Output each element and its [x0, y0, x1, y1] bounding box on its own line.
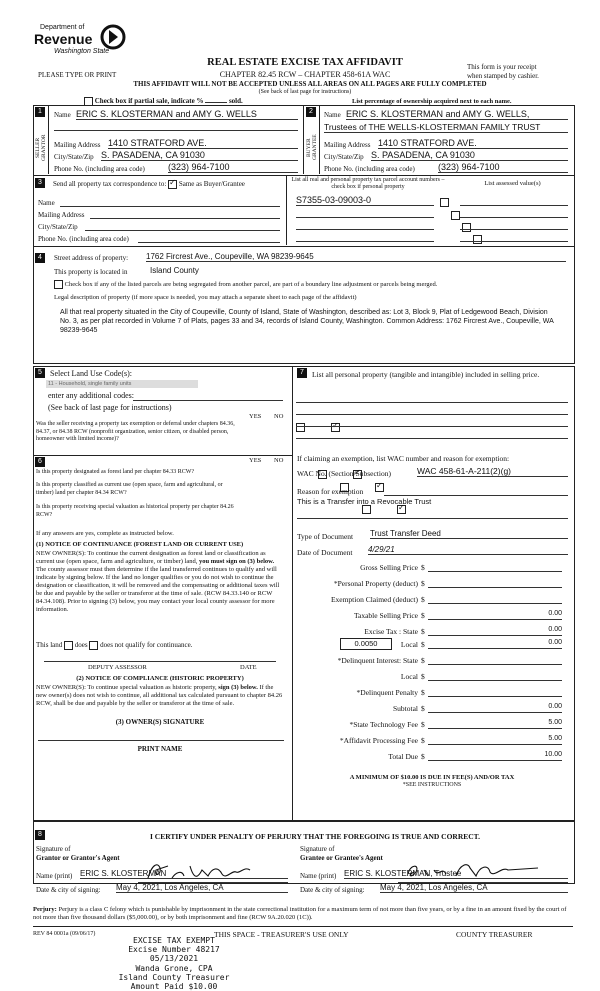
section-5-number: 5 — [35, 368, 45, 378]
parcel-field-4[interactable] — [296, 241, 434, 242]
buyer-grantee-label: BUYER GRANTEE — [306, 134, 318, 161]
grantor-date-field[interactable]: May 4, 2021, Los Angeles, CA — [116, 883, 288, 893]
grantor-sig-label1: Signature of — [36, 845, 71, 853]
seller-phone-field[interactable]: (323) 964-7100 — [168, 162, 298, 173]
parties-divider — [303, 105, 304, 174]
sec1-side-divider — [48, 106, 49, 174]
tax-line-value[interactable] — [428, 671, 562, 681]
section-1-number: 1 — [35, 107, 45, 117]
does-qualify-checkbox[interactable] — [64, 641, 73, 650]
footer-divider — [33, 926, 573, 927]
notice1-text-a: NEW OWNER(S): To continue the current designation as forest land or classification as current use (open space, farm and agriculture, or timber) land, — [36, 550, 266, 565]
legal-label: Legal description of property (if more space is needed, you may attach a separate sheet to each page of the affidavit) — [54, 294, 357, 301]
parcel-4-personal-checkbox[interactable] — [473, 235, 482, 244]
print-name-label: PRINT NAME — [137, 745, 183, 753]
tax-line-value[interactable] — [428, 578, 562, 588]
dollar-sign: $ — [421, 752, 425, 761]
tax-line-label: *Personal Property (deduct) — [333, 579, 418, 588]
doc-date-label: Date of Document — [297, 548, 353, 557]
tax-line-label: Total Due — [388, 752, 418, 761]
additional-codes-label: enter any additional codes: — [48, 391, 134, 400]
sec5-see-back: (See back of last page for instructions) — [48, 403, 172, 412]
see-back-note: (See back of last page for instructions) — [258, 89, 352, 95]
land-use-select[interactable]: 11 - Household, single family units — [46, 380, 198, 388]
tax-line-label: *Delinquent Interest: State — [337, 656, 418, 665]
buyer-name-line2[interactable]: Trustees of THE WELLS-KLOSTERMAN FAMILY TRUST — [324, 122, 568, 133]
tax-line-value[interactable] — [428, 562, 562, 572]
tax-line-value[interactable]: 0.00 — [428, 626, 562, 636]
grantor-name-print-label: Name (print) — [36, 872, 73, 880]
tax-line-label: Subtotal — [392, 704, 418, 713]
reason-field[interactable]: This is a Transfer into a Revocable Trust — [297, 497, 432, 506]
section-3-number: 3 — [35, 178, 45, 188]
tax-line-value[interactable] — [428, 655, 562, 665]
segregated-row — [54, 280, 437, 289]
personal-property-line2[interactable] — [296, 414, 568, 415]
grantee-sig-label — [300, 845, 383, 863]
stamp-line: 05/13/2021 — [149, 954, 199, 964]
exemption-label: If claiming an exemption, list WAC number and reason for exemption: — [297, 454, 510, 463]
treasurer-space-label: THIS SPACE - TREASURER'S USE ONLY — [214, 930, 349, 939]
see-instructions-note: *SEE INSTRUCTIONS — [402, 782, 462, 788]
buyer-name-field[interactable]: ERIC S. KLOSTERMAN and AMY G. WELLS, — [346, 109, 568, 120]
parcel-header: List all real and personal property tax parcel account numbers – check box if personal property — [291, 177, 445, 190]
does-not-label: does not — [100, 641, 124, 650]
parcel-2-personal-checkbox[interactable] — [451, 211, 460, 220]
owner-signature-label: (3) OWNER(S) SIGNATURE — [115, 718, 205, 726]
continuance-row — [36, 641, 192, 650]
county-field[interactable]: Island County — [150, 266, 199, 275]
dollar-sign: $ — [421, 720, 425, 729]
seller-city-label: City/State/Zip — [54, 153, 94, 161]
tax-line-label: Taxable Selling Price — [353, 611, 418, 620]
personal-property-line4[interactable] — [296, 438, 568, 439]
sec5-yes-header: YES — [249, 413, 262, 420]
dollar-sign: $ — [421, 688, 425, 697]
sold-label: sold. — [228, 97, 243, 106]
notice2-text-a: NEW OWNER(S): To continue special valuation as historic property, — [36, 684, 217, 691]
if-yes-note: If any answers are yes, complete as instructed below. — [36, 530, 174, 537]
dollar-sign: $ — [421, 704, 425, 713]
section-2-number: 2 — [306, 107, 316, 117]
certify-statement: I CERTIFY UNDER PENALTY OF PERJURY THAT THE FOREGOING IS TRUE AND CORRECT. — [149, 832, 480, 841]
notice1-text-bold: you must sign on (3) below. — [198, 558, 275, 565]
send-correspondence-row — [53, 180, 245, 189]
seller-name-label: Name — [54, 111, 71, 119]
tax-line-label: Exemption Claimed (deduct) — [330, 595, 418, 604]
perjury-statement — [33, 906, 573, 922]
sec6-q3: Is this property receiving special valuation as historical property per chapter 84.26 RCW? — [36, 504, 234, 518]
pct-list-note: List percentage of ownership acquired next to each name. — [352, 98, 512, 105]
segregated-checkbox[interactable] — [54, 280, 63, 289]
tax-line-value[interactable]: 0.00 — [428, 703, 562, 713]
wac-field[interactable]: WAC 458-61-A-211(2)(g) — [417, 466, 568, 477]
sec3-phone-label: Phone No. (including area code) — [38, 235, 129, 243]
send-correspondence-label: Send all property tax correspondence to: — [53, 180, 167, 189]
notice1-title: (1) NOTICE OF CONTINUANCE (FOREST LAND OR CURRENT USE) — [36, 541, 244, 548]
deputy-date-label: DATE — [240, 664, 257, 671]
sec3-addr-label: Mailing Address — [38, 211, 85, 219]
notice1-text-b: The county assessor must then determine if the land transferred continues to qualify and will indicate by signing below. If the land no longer qualifies or you do not wish to continue the designation or classification, it will be removed and the compensating or additional taxes will be due and payable by the seller or transferor at the time of sale. (RCW 84.33.140 or RCW 84.34.108). Prior to signing (3) below, you may contact your local county assessor for more information. — [36, 566, 280, 613]
buyer-city-label: City/State/Zip — [324, 153, 364, 161]
sec3-name-label: Name — [38, 199, 55, 207]
dollar-sign: $ — [421, 611, 425, 620]
logo-line2: Revenue — [34, 31, 93, 47]
tax-line-value[interactable] — [428, 594, 562, 604]
legal-description[interactable]: All that real property situated in the City of Coupeville, County of Island, State of Washington, described as: Lot 3, Block 9, Plat of Ledgewood Beach, Division No. 3, as per plat recorded in Volume 7 of Plats, pages 33 and 34, records of Island County, Washington. Common Address: 1762 Fircrest Ave., Coupeville, WA 98239-9645 — [60, 309, 554, 334]
seller-grantor-label: SELLER GRANTOR — [35, 134, 47, 161]
partial-sale-label: Check box if partial sale, indicate % — [94, 97, 204, 106]
sec6-yes-header: YES — [249, 457, 262, 464]
buyer-city-field[interactable]: S. PASADENA, CA 91030 — [371, 150, 568, 161]
form-warning: THIS AFFIDAVIT WILL NOT BE ACCEPTED UNLESS ALL AREAS ON ALL PAGES ARE FULLY COMPLETED — [133, 80, 487, 88]
wac-label: WAC No. (Section/Subsection) — [297, 469, 391, 478]
notice2-text-b: If the new owner(s) does not wish to continue, all additional tax calculated pursuant to chapter 84.26 RCW, shall be due and payable by the seller or transferor at the time of sale. — [36, 684, 283, 707]
notice1-text — [36, 550, 284, 614]
stamp-line: Excise Number 48217 — [128, 945, 220, 955]
personal-property-label: List all personal property (tangible and intangible) included in selling price. — [312, 370, 540, 379]
section-4-number: 4 — [35, 253, 45, 263]
sec3-phone-field[interactable] — [138, 242, 280, 243]
land-use-label: Select Land Use Code(s): — [50, 369, 132, 378]
tax-line-label: *Delinquent Penalty — [356, 688, 418, 697]
parcel-3-personal-checkbox[interactable] — [462, 223, 471, 232]
seller-name-line2[interactable] — [54, 129, 298, 131]
assessed-field-1[interactable] — [460, 205, 568, 206]
same-as-buyer-checkbox[interactable] — [168, 180, 177, 189]
excise-exempt-stamp — [104, 936, 244, 991]
sec5-q1: Was the seller receiving a property tax exemption or deferral under chapters 84.36, 84.37, or 84.38 RCW (nonprofit organization, senior citizen, or disabled person, homeowner with limited income)? — [36, 421, 235, 442]
sec6-q1: Is this property designated as forest land per chapter 84.33 RCW? — [36, 469, 195, 475]
deputy-assessor-line[interactable] — [44, 661, 276, 662]
street-field[interactable]: 1762 Fircrest Ave., Coupeville, WA 98239-9645 — [146, 252, 566, 262]
doc-type-label: Type of Document — [297, 532, 354, 541]
stamp-line: Island County Treasurer — [118, 972, 230, 982]
grantee-sig-label1: Signature of — [300, 845, 335, 853]
seller-name-field[interactable]: ERIC S. KLOSTERMAN and AMY G. WELLS — [76, 109, 298, 120]
section-8-number: 8 — [35, 830, 45, 840]
street-label: Street address of property: — [54, 254, 129, 262]
does-label: does — [74, 641, 88, 650]
seller-addr-field[interactable]: 1410 STRATFORD AVE. — [108, 138, 298, 149]
buyer-phone-field[interactable]: (323) 964-7100 — [438, 162, 568, 173]
doc-type-field[interactable]: Trust Transfer Deed — [370, 529, 568, 539]
buyer-name-label: Name — [324, 111, 341, 119]
seller-city-field[interactable]: S. PASADENA, CA 91030 — [101, 150, 298, 161]
section-7-number: 7 — [297, 368, 307, 378]
dollar-sign: $ — [421, 656, 425, 665]
sec3-addr-field[interactable] — [90, 218, 280, 219]
local-rate-field[interactable]: 0.0050 — [340, 638, 392, 650]
segregated-label: Check box if any of the listed parcels are being segregated from another parcel, are part of a boundary line adjustment or parcels being merged. — [64, 280, 438, 288]
doc-date-field[interactable]: 4/29/21 — [368, 545, 568, 555]
reason-label: Reason for exemption — [297, 487, 364, 496]
grantee-name-print-label: Name (print) — [300, 872, 337, 880]
reason-line2[interactable] — [297, 518, 568, 519]
stamp-line: Wanda Grone, CPA — [135, 963, 213, 973]
section-6-number: 6 — [35, 457, 45, 467]
rev-number: REV 84 0001a (09/06/17) — [33, 931, 96, 937]
grantor-sig-label2: Grantor or Grantor's Agent — [36, 854, 120, 862]
qualify-label: qualify for continuance. — [125, 641, 193, 650]
additional-codes-field[interactable] — [133, 400, 283, 401]
perjury-label: Perjury: — [33, 906, 57, 913]
dollar-sign: $ — [421, 736, 425, 745]
tax-line-label: Excise Tax : State — [364, 627, 418, 636]
does-not-qualify-checkbox[interactable] — [89, 641, 98, 650]
parcel-field-3[interactable] — [296, 229, 434, 230]
tax-line-label: Gross Selling Price — [360, 563, 418, 572]
assessed-field-2[interactable] — [460, 217, 568, 218]
sec3-city-field[interactable] — [85, 230, 280, 231]
notice2-text-bold: sign (3) below. — [218, 684, 258, 691]
this-land-label: This land — [36, 641, 63, 650]
parcel-field-1[interactable]: S7355-03-09003-0 — [296, 195, 434, 206]
perjury-text: Perjury is a class C felony which is punishable by imprisonment in the state correctional institution for a maximum term of not more than five years, or by a fine in an amount fixed by the court of not more than five thousand dollars ($5,000.00), or by both imprisonment and fine (RCW 9A.20.020 (1C)). — [33, 906, 567, 921]
grantee-date-label: Date & city of signing: — [300, 886, 365, 894]
tax-line-value[interactable]: 5.00 — [428, 735, 562, 745]
dollar-sign: $ — [421, 672, 425, 681]
personal-property-line3[interactable] — [296, 426, 568, 427]
grantor-name-print[interactable]: ERIC S. KLOSTERMAN — [80, 869, 288, 879]
grantee-name-print[interactable]: ERIC S. KLOSTERMAN, Trustee — [344, 869, 568, 879]
located-label: This property is located in — [54, 268, 128, 276]
sec3-city-label: City/State/Zip — [38, 223, 78, 231]
stamp-line: EXCISE TAX EXEMPT — [133, 936, 215, 945]
parcel-field-2[interactable] — [296, 217, 434, 218]
dollar-sign: $ — [421, 563, 425, 572]
tax-line-label: Local — [400, 672, 418, 681]
form-title: REAL ESTATE EXCISE TAX AFFIDAVIT — [207, 57, 403, 68]
assessed-field-4[interactable] — [460, 241, 568, 242]
notice2-text — [36, 684, 284, 708]
buyer-addr-label: Mailing Address — [324, 141, 371, 149]
minimum-due-note: A MINIMUM OF $10.00 IS DUE IN FEE(S) AND/OR TAX — [349, 774, 515, 781]
logo-line1: Department of — [40, 24, 85, 31]
sec3-name-field[interactable] — [60, 206, 280, 207]
owner-signature-line[interactable] — [38, 740, 284, 741]
dollar-sign: $ — [421, 595, 425, 604]
type-note: PLEASE TYPE OR PRINT — [38, 71, 117, 79]
tax-line-value[interactable]: 0.00 — [428, 610, 562, 620]
seller-addr-label: Mailing Address — [54, 141, 101, 149]
seller-phone-label: Phone No. (including area code) — [54, 165, 145, 173]
dor-emblem-icon — [100, 24, 126, 50]
sec6-q2: Is this property classified as current use (open space, farm and agricultural, or timber) land per chapter 84.34 RCW? — [36, 482, 223, 496]
tax-line-value[interactable]: 10.00 — [428, 751, 562, 761]
form-chapter: CHAPTER 82.45 RCW – CHAPTER 458-61A WAC — [219, 70, 391, 79]
deputy-assessor-label: DEPUTY ASSESSOR — [88, 664, 147, 671]
grantor-sig-label — [36, 845, 120, 863]
notice2-title: (2) NOTICE OF COMPLIANCE (HISTORIC PROPERTY) — [76, 675, 244, 682]
partial-pct-field[interactable] — [205, 102, 227, 103]
logo-line3: Washington State — [54, 48, 110, 55]
grantee-sig-label2: Grantee or Grantee's Agent — [300, 854, 383, 862]
assessed-field-3[interactable] — [460, 229, 568, 230]
buyer-phone-label: Phone No. (including area code) — [324, 165, 415, 173]
tax-line-value[interactable]: 0.00 — [428, 639, 562, 649]
parcel-1-personal-checkbox[interactable] — [440, 198, 449, 207]
receipt-note1: This form is your receipt — [467, 63, 537, 71]
tax-line-label: Local — [400, 640, 418, 649]
sec5-no-header: NO — [274, 413, 284, 420]
tax-line-value[interactable]: 5.00 — [428, 719, 562, 729]
dor-logo — [32, 22, 127, 66]
receipt-note2: when stamped by cashier. — [467, 72, 539, 80]
grantor-date-label: Date & city of signing: — [36, 886, 101, 894]
county-treasurer-label: COUNTY TREASURER — [456, 930, 533, 939]
assessed-header: List assessed value(s) — [484, 180, 541, 187]
sec3-divider — [286, 175, 287, 245]
same-as-buyer-label: Same as Buyer/Grantee — [178, 180, 245, 189]
sec2-side-divider — [319, 106, 320, 174]
dollar-sign: $ — [421, 627, 425, 636]
stamp-line: Amount Paid $10.00 — [130, 982, 218, 991]
buyer-addr-field[interactable]: 1410 STRATFORD AVE. — [378, 138, 568, 149]
dollar-sign: $ — [421, 579, 425, 588]
grantee-date-field[interactable]: May 4, 2021, Los Angeles, CA — [380, 883, 568, 893]
reason-line[interactable] — [384, 495, 568, 496]
personal-property-line1[interactable] — [296, 402, 568, 403]
tax-line-label: *State Technology Fee — [349, 720, 418, 729]
dollar-sign: $ — [421, 640, 425, 649]
tax-line-value[interactable] — [428, 687, 562, 697]
section-4 — [33, 246, 575, 364]
tax-line-label: *Affidavit Processing Fee — [339, 736, 418, 745]
sec6-no-header: NO — [274, 457, 284, 464]
